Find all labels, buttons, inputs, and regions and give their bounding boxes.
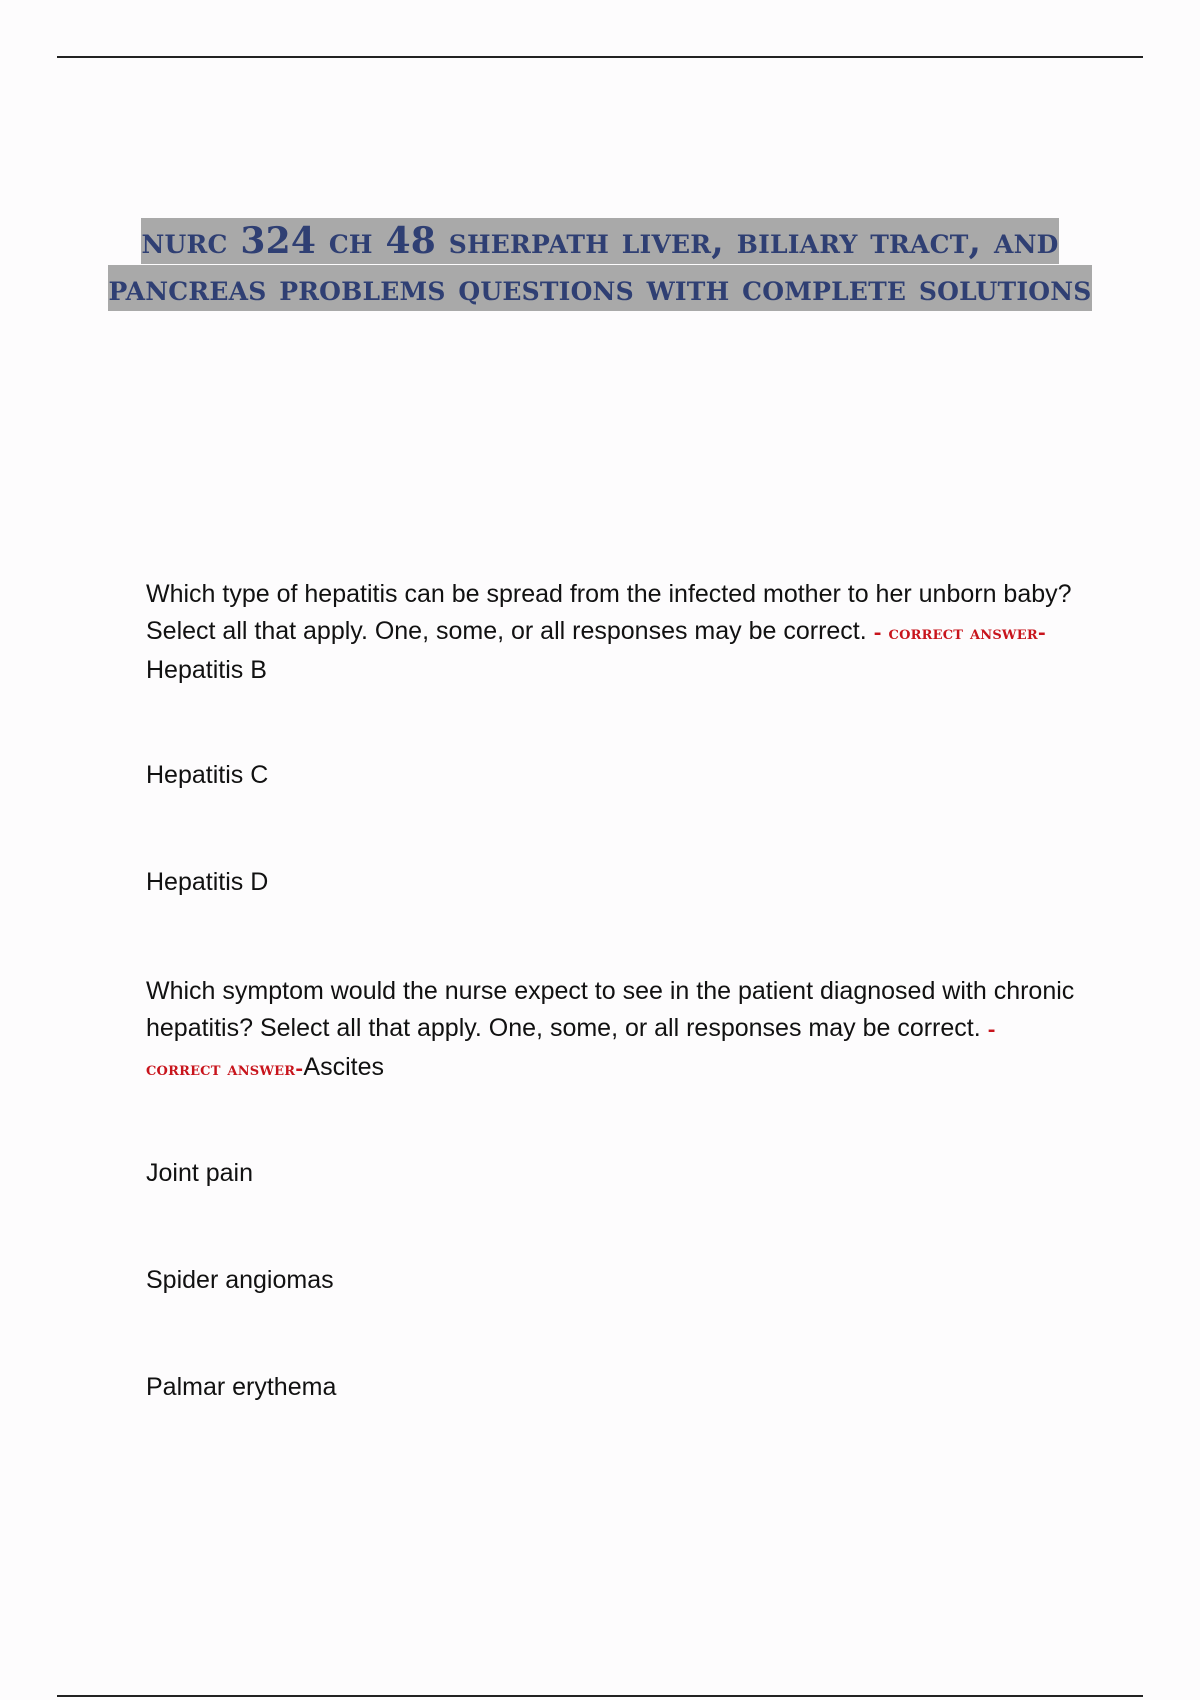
answer-option: Hepatitis B (146, 656, 267, 684)
top-rule (57, 56, 1143, 58)
bottom-rule (57, 1695, 1143, 1697)
answer-option: Joint pain (146, 1159, 254, 1187)
document-title-text: nurc 324 ch 48 sherpath liver, biliary tract, and pancreas problems questions with complete solutions (108, 220, 1092, 309)
question-1 (146, 576, 1076, 689)
question-text: Which type of hepatitis can be spread from the infected mother to her unborn baby? Select all that apply. One, some, or all responses may be correct. (146, 580, 1072, 645)
correct-answer-marker: - correct answer- (146, 1019, 996, 1080)
answer-option: Spider angiomas (146, 1266, 334, 1294)
answer-option: Palmar erythema (146, 1373, 337, 1401)
answer-option: Ascites (303, 1053, 384, 1081)
answer-option: Hepatitis C (146, 761, 269, 789)
question-text: Which symptom would the nurse expect to see in the patient diagnosed with chronic hepatitis? Select all that apply. One, some, or all responses may be correct. (146, 977, 1075, 1042)
correct-answer-marker: - correct answer- (873, 622, 1046, 644)
document-title (100, 218, 1100, 312)
answer-option: Hepatitis D (146, 868, 269, 896)
question-2 (146, 973, 1076, 1088)
